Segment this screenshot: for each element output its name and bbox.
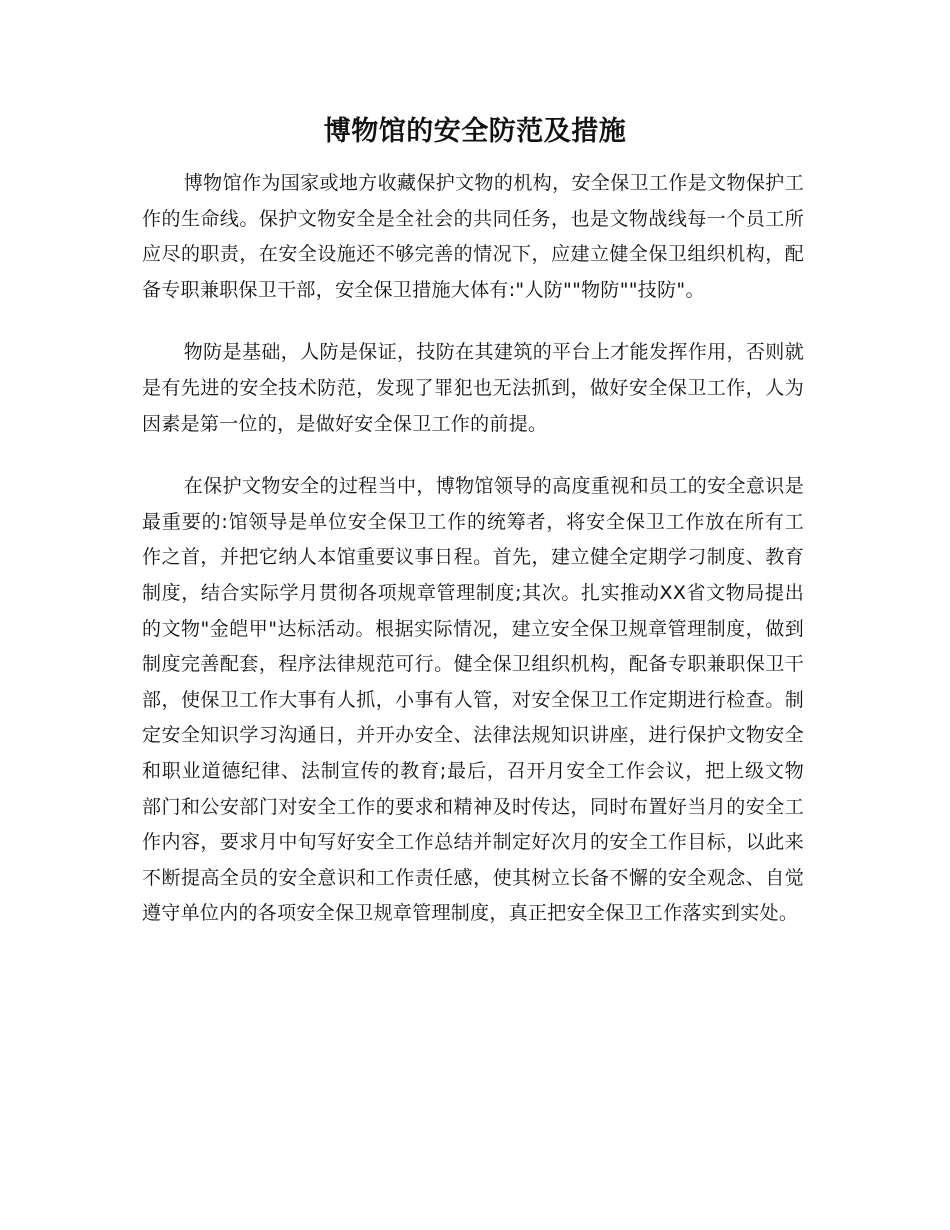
paragraph-leadership-awareness: 在保护文物安全的过程当中，博物馆领导的高度重视和员工的安全意识是最重要的:馆领导是单位安全保卫工作的统筹者，将安全保卫工作放在所有工作之首，并把它纳人本馆重要议事日程。首先，建立健全定期学刁制度、教育制度，结合实际学月贯彻各项规章管理制度;其次。扎实推动XX省文物局提出的文物"金皑甲"达标活动。根据实际情况，建立安全保卫规章管理制度，做到制度完善配套，程序法律规范可行。健全保卫组织机构，配备专职兼职保卫干部，使保卫工作大事有人抓，小事有人管，对安全保卫工作定期进行检查。制定安全知识学习沟通日，并开办安全、法律法规知识讲座，进行保护文物安全和职业道德纪律、法制宣传的教育;最后，召开月安全工作会议，把上级文物部门和公安部门对安全工作的要求和精神及时传达，同时布置好当月的安全工作内容，要求月中旬写好安全工作总结并制定好次月的安全工作目标，以此来不断提高全员的安全意识和工作责任感，使其树立长备不懈的安全观念、自觉遵守单位内的各项安全保卫规章管理制度，真正把安全保卫工作落实到实处。 <box>142 475 804 925</box>
paragraph-intro: 博物馆作为国家或地方收藏保护文物的机构，安全保卫工作是文物保护工作的生命线。保护文物安全是全社会的共同任务，也是文物战线每一个员工所应尽的职责，在安全设施还不够完善的情况下，应建立健全保卫组织机构，配备专职兼职保卫干部，安全保卫措施大体有:"人防""物防""技防"。 <box>142 172 804 301</box>
document-body <box>142 166 804 932</box>
document-title: 博物馆的安全防范及措施 <box>323 116 627 147</box>
paragraph-physical-defense: 物防是基础，人防是保证，技防在其建筑的平台上才能发挥作用，否则就是有先进的安全技术防范，发现了罪犯也无法抓到，做好安全保卫工作，人为因素是第一位的，是做好安全保卫工作的前提。 <box>142 341 804 435</box>
